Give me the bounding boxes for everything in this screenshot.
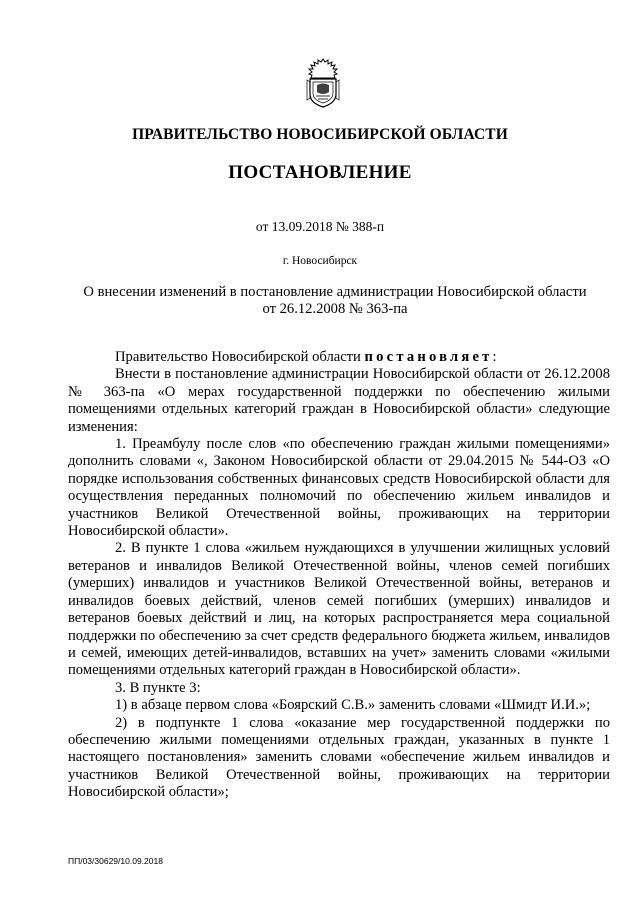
preamble-text: Правительство Новосибирской области (115, 349, 365, 365)
document-type: ПОСТАНОВЛЕНИЕ (228, 162, 412, 183)
document-code-footer: ПП/03/30629/10.09.2018 (68, 856, 163, 866)
preamble (68, 349, 610, 366)
document-subject (40, 284, 630, 318)
government-name: ПРАВИТЕЛЬСТВО НОВОСИБИРСКОЙ ОБЛАСТИ (132, 126, 508, 143)
document-body (68, 349, 610, 802)
subject-line-1: О внесении изменений в постановление администрации Новосибирской области (83, 284, 587, 300)
item-1-paragraph: 1. Преамбулу после слов «по обеспечению граждан жилыми помещениями» дополнить словами «, Законом Новосибирской области от 29.04.2015 № 544-ОЗ «О порядке использования собственных финансовых средств Новосибирской области для осуществления переданных полномочий по обеспечению жильем инвалидов и участников Великой Отечественной войны, проживающих на территории Новосибирской области». (68, 436, 610, 540)
item-2-paragraph: 2. В пункте 1 слова «жильем нуждающихся в улучшении жилищных условий ветеранов и инвалидов Великой Отечественной войны, членов семей погибших (умерших) инвалидов и участников Великой Отечественной войны, ветеранов и инвалидов боевых действий, членов семей погибших (умерших) инвалидов и ветеранов боевых действий и лиц, на которых распространяется мера социальной поддержки по обеспечению за счет средств федерального бюджета жильем, инвалидов и семей, имеющих детей-инвалидов, вставших на учет» заменить словами «жилыми помещениями отдельных категорий граждан в Новосибирской области». (68, 540, 610, 679)
preamble-end: : (492, 349, 497, 365)
item-3-sub-1-paragraph: 1) в абзаце первом слова «Боярский С.В.» заменить словами «Шмидт И.И.»; (115, 697, 591, 714)
city-name: г. Новосибирск (282, 255, 358, 267)
date-and-number: от 13.09.2018 № 388-п (255, 219, 385, 234)
item-3-paragraph: 3. В пункте 3: (115, 679, 201, 696)
item-3-sub-2-paragraph: 2) в подпункте 1 слова «оказание мер государственной поддержки по обеспечению жилыми помещениями отдельных граждан, указанных в пункте 1 настоящего постановления» заменить словами «обеспечение жильем инвалидов и участников Великой Отечественной войны, проживающих на территории Новосибирской области»; (68, 714, 610, 801)
coat-of-arms-icon (304, 58, 342, 108)
subject-line-2: от 26.12.2008 № 363-па (262, 301, 408, 317)
intro-paragraph: Внести в постановление администрации Новосибирской области от 26.12.2008 № 363-па «О мерах государственной поддержки по обеспечению жилыми помещениями отдельных категорий граждан в Новосибирской области» следующие изменения: (68, 366, 610, 435)
preamble-keyword: постановляет (364, 349, 493, 365)
